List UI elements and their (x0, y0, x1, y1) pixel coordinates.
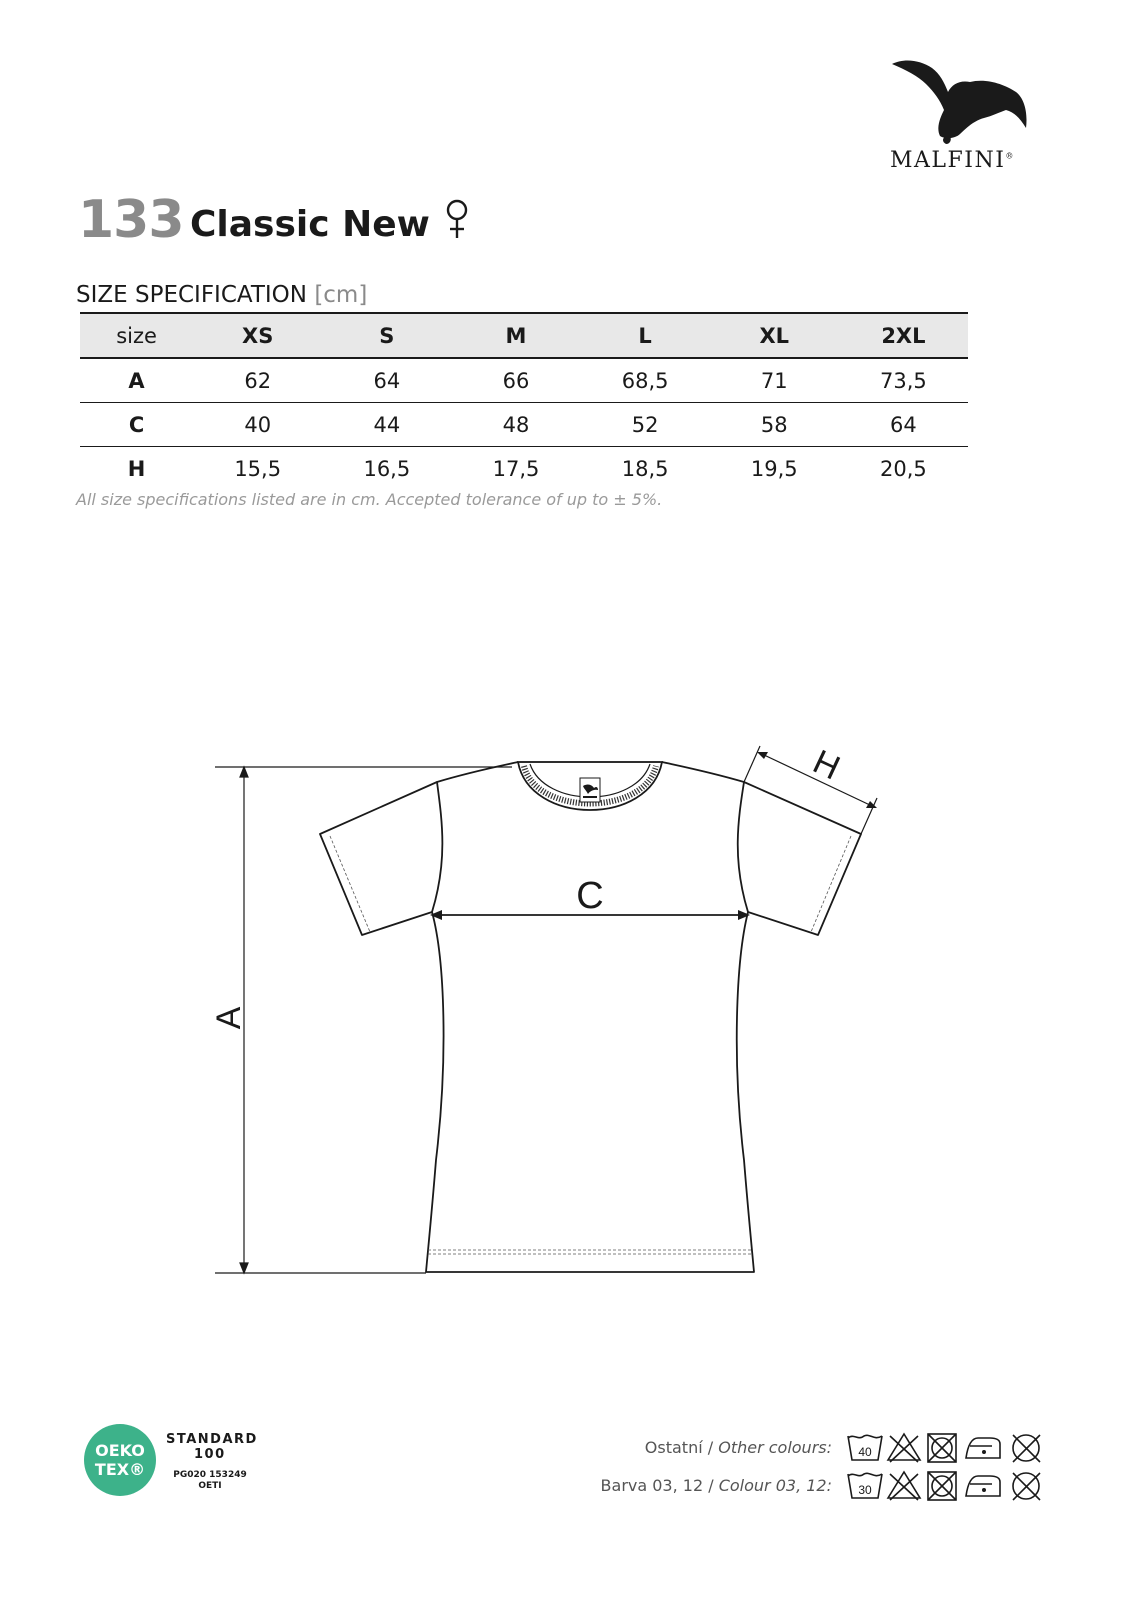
table-cell: 66 (451, 358, 580, 403)
column-header: M (451, 313, 580, 358)
table-cell: 64 (322, 358, 451, 403)
brand-name: MALFINI® (890, 148, 1015, 173)
no-bleach-icon (888, 1434, 920, 1462)
care-icons-colour (846, 1468, 1046, 1506)
no-dry-clean-icon (1013, 1435, 1040, 1462)
oeko-tex-logo: OEKO TEX® (84, 1424, 156, 1496)
table-cell: 18,5 (621, 456, 669, 481)
table-cell: 40 (193, 403, 322, 447)
female-icon (444, 198, 470, 240)
table-cell: 73,5 (839, 358, 968, 403)
table-row (80, 403, 968, 447)
size-table (80, 312, 968, 490)
table-cell: 19,5 (750, 456, 798, 481)
spec-unit: [cm] (314, 282, 368, 308)
row-label: H (127, 456, 146, 481)
brand-logo (890, 56, 1050, 176)
table-cell: 68,5 (581, 358, 710, 403)
wash-icon (848, 1435, 882, 1460)
row-label: C (80, 403, 193, 447)
left-sleeve (320, 782, 437, 935)
tshirt-outline (426, 762, 754, 1272)
table-cell: 15,5 (234, 456, 282, 481)
tolerance-note: All size specifications listed are in cm. Accepted tolerance of up to ± 5%. (76, 490, 663, 509)
table-row (80, 358, 968, 403)
oeko-code: PG020 153249 OETI (173, 1470, 247, 1491)
table-header-row (80, 313, 968, 358)
table-cell: 62 (193, 358, 322, 403)
table-cell: 44 (322, 403, 451, 447)
product-name: Classic New (190, 204, 430, 245)
column-header: XL (710, 313, 839, 358)
column-header: size (80, 313, 193, 358)
row-label: A (80, 358, 193, 403)
iron-icon (966, 1438, 1000, 1458)
column-header: S (322, 313, 451, 358)
care-label-colour: Barva 03, 12 / Colour 03, 12: (600, 1476, 832, 1495)
no-tumble-dry-icon (928, 1472, 956, 1500)
table-cell: 58 (710, 403, 839, 447)
table-cell: 16,5 (363, 456, 411, 481)
table-cell: 71 (710, 358, 839, 403)
tshirt-diagram (0, 720, 1131, 1300)
iron-icon (966, 1476, 1000, 1496)
no-bleach-icon (888, 1472, 920, 1500)
table-cell: 20,5 (880, 456, 927, 481)
table-row (80, 447, 968, 491)
neck-label (580, 778, 600, 802)
column-header: 2XL (839, 313, 968, 358)
dimension-label-c: C (576, 875, 604, 917)
right-sleeve (744, 782, 861, 935)
wash-temp: 30 (858, 1483, 872, 1497)
table-cell: 17,5 (492, 456, 540, 481)
column-header: L (581, 313, 710, 358)
care-icons-other (846, 1430, 1046, 1468)
dimension-a (215, 767, 512, 1273)
dimension-label-h: H (807, 742, 846, 788)
no-dry-clean-icon (1013, 1473, 1040, 1500)
oeko-standard: STANDARD 100 (166, 1432, 258, 1462)
table-cell: 48 (451, 403, 580, 447)
dimension-label-a: A (210, 1006, 248, 1030)
table-cell: 64 (839, 403, 968, 447)
table-cell: 52 (581, 403, 710, 447)
eagle-icon (890, 56, 1040, 146)
wash-temp: 40 (858, 1445, 872, 1459)
product-number: 133 (78, 190, 184, 250)
care-label-other: Ostatní / Other colours: (644, 1438, 832, 1457)
column-header: XS (193, 313, 322, 358)
no-tumble-dry-icon (928, 1434, 956, 1462)
wash-icon (848, 1473, 882, 1498)
spec-heading: SIZE SPECIFICATION [cm] (76, 282, 368, 308)
